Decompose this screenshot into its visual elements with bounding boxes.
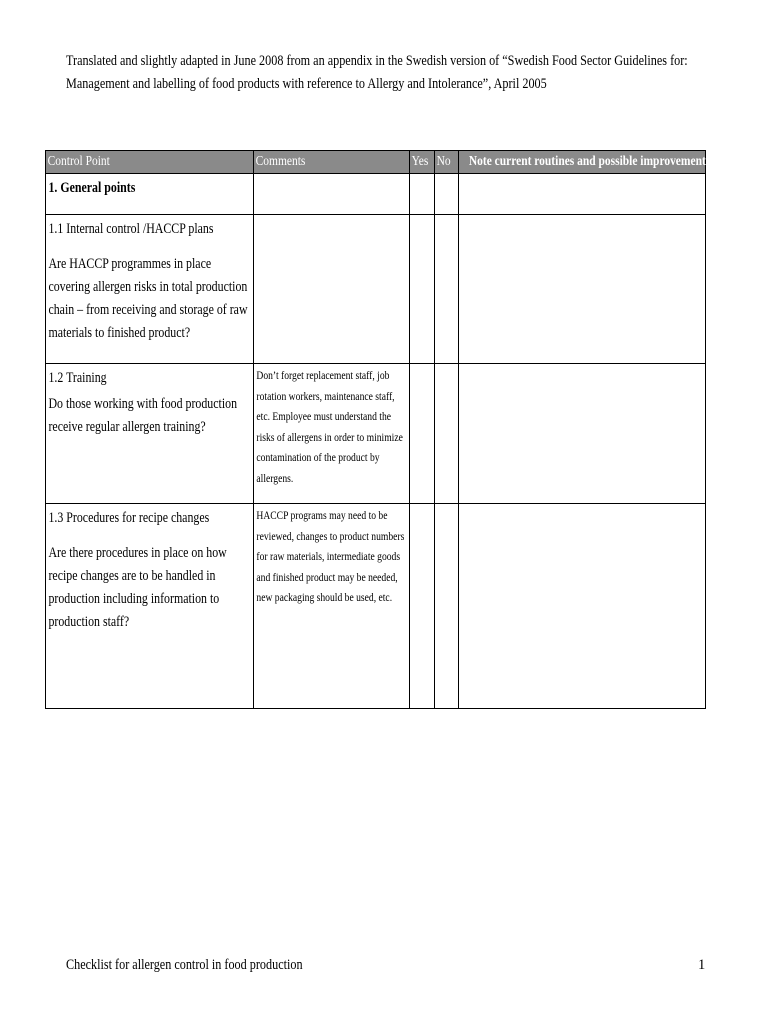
header-control-point: Control Point [46, 151, 254, 174]
yes-cell[interactable] [410, 504, 435, 709]
control-point-question: Are there procedures in place on how recipe changes are to be handled in production including information to production staff? [48, 545, 227, 630]
header-note: Note current routines and possible improvements [459, 151, 706, 174]
control-point-question: Are HACCP programmes in place covering allergen risks in total production chain – from receiving and storage of raw materials to finished product? [48, 256, 248, 341]
control-point-title: 1.1 Internal control /HACCP plans [48, 221, 214, 237]
comment-cell [254, 174, 410, 215]
yes-cell[interactable] [410, 174, 435, 215]
control-point-cell [46, 215, 254, 364]
table-row [46, 215, 706, 364]
note-cell[interactable] [459, 174, 706, 215]
no-cell[interactable] [435, 174, 459, 215]
table-header-row [46, 151, 706, 174]
yes-cell[interactable] [410, 215, 435, 364]
comment-text: Don’t forget replacement staff, job rotation workers, maintenance staff, etc. Employee must understand the risks of allergens in order to minimize contamination of the product by allergens. [256, 368, 403, 485]
yes-cell[interactable] [410, 364, 435, 504]
note-cell[interactable] [459, 215, 706, 364]
table-row [46, 504, 706, 709]
note-cell[interactable] [459, 364, 706, 504]
note-cell[interactable] [459, 504, 706, 709]
header-yes: Yes [410, 151, 435, 174]
section-row [46, 174, 706, 215]
no-cell[interactable] [435, 215, 459, 364]
control-point-title: 1.3 Procedures for recipe changes [48, 510, 210, 526]
control-point-question: Do those working with food production receive regular allergen training? [48, 396, 238, 435]
footer-title: Checklist for allergen control in food production [66, 957, 303, 973]
intro-paragraph: Translated and slightly adapted in June 2008 from an appendix in the Swedish version of “Swedish Food Sector Guidelines for: Management and labelling of food products with reference to Allergy and Intolerance”, April 2005 [66, 53, 688, 92]
control-point-title: 1.2 Training [48, 370, 107, 386]
header-comments: Comments [254, 151, 410, 174]
table-row [46, 364, 706, 504]
section-heading: 1. General points [48, 180, 136, 196]
section-heading-cell [46, 174, 254, 215]
comment-cell [254, 504, 410, 709]
control-point-cell [46, 504, 254, 709]
no-cell[interactable] [435, 504, 459, 709]
page-number: 1 [698, 957, 706, 973]
comment-cell [254, 215, 410, 364]
header-no: No [435, 151, 459, 174]
no-cell[interactable] [435, 364, 459, 504]
comment-cell [254, 364, 410, 504]
comment-text: HACCP programs may need to be reviewed, changes to product numbers for raw materials, intermediate goods and finished product may be needed, new packaging should be used, etc. [256, 508, 405, 604]
allergen-checklist-table [45, 150, 711, 709]
comment-text [254, 215, 408, 216]
control-point-cell [46, 364, 254, 504]
